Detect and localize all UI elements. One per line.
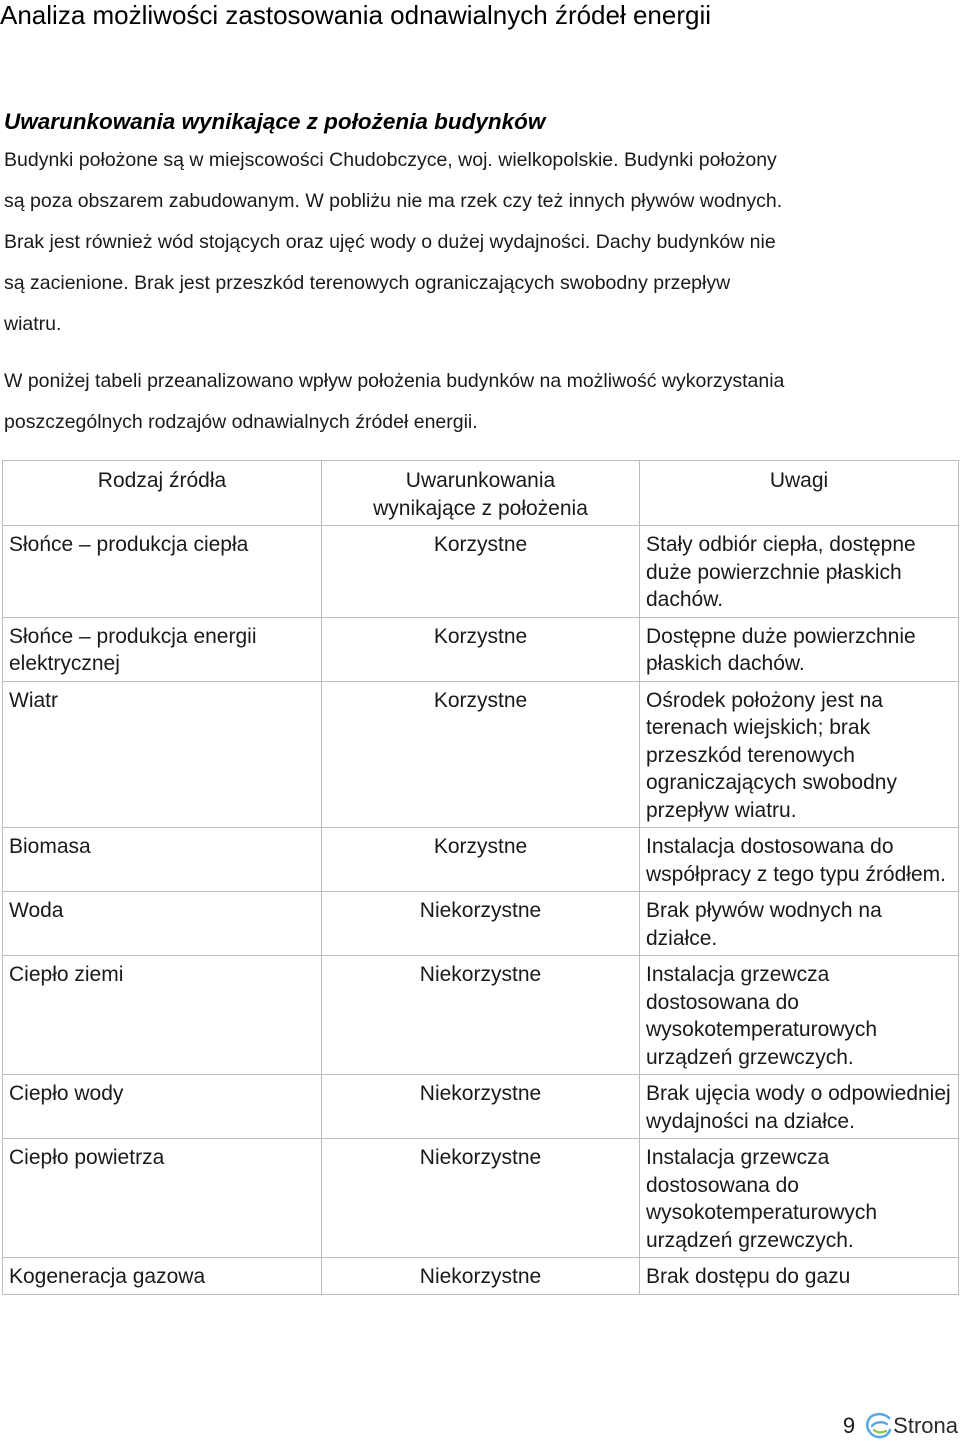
header-conditions-line2: wynikające z położenia (373, 496, 588, 520)
cell-remarks: Brak pływów wodnych na działce. (640, 892, 959, 956)
table-row (3, 956, 959, 1075)
paragraph-line: poszczególnych rodzajów odnawialnych źródeł energii. (4, 411, 478, 433)
table-row (3, 828, 959, 892)
cell-remarks: Stały odbiór ciepła, dostępne duże powierzchnie płaskich dachów. (640, 526, 959, 618)
cell-source: Biomasa (3, 828, 322, 892)
cell-status: Niekorzystne (322, 1139, 640, 1258)
page-footer (843, 1410, 958, 1442)
table-row (3, 526, 959, 618)
logo-text: Strona (893, 1413, 958, 1438)
table-row (3, 1139, 959, 1258)
table-row (3, 1075, 959, 1139)
table-intro-paragraph (4, 361, 956, 443)
header-conditions (322, 461, 640, 526)
cell-source: Ciepło powietrza (3, 1139, 322, 1258)
cell-status: Niekorzystne (322, 892, 640, 956)
header-remarks: Uwagi (640, 461, 959, 526)
cell-remarks: Instalacja grzewcza dostosowana do wysokotemperaturowych urządzeń grzewczych. (640, 956, 959, 1075)
paragraph-line: Brak jest również wód stojących oraz ujęć wody o dużej wydajności. Dachy budynków nie (4, 231, 776, 253)
cell-status: Korzystne (322, 526, 640, 618)
header-source: Rodzaj źródła (3, 461, 322, 526)
cell-source: Wiatr (3, 681, 322, 828)
swirl-e-logo-icon (863, 1411, 893, 1441)
table-row (3, 617, 959, 681)
cell-remarks: Ośrodek położony jest na terenach wiejskich; brak przeszkód terenowych ograniczających swobodny przepływ wiatru. (640, 681, 959, 828)
cell-status: Korzystne (322, 828, 640, 892)
energy-sources-table (2, 460, 959, 1295)
cell-source: Ciepło ziemi (3, 956, 322, 1075)
cell-remarks: Dostępne duże powierzchnie płaskich dachów. (640, 617, 959, 681)
cell-source: Słońce – produkcja energii elektrycznej (3, 617, 322, 681)
paragraph-line: W poniżej tabeli przeanalizowano wpływ położenia budynków na możliwość wykorzystania (4, 370, 785, 392)
paragraph-line: są zacienione. Brak jest przeszkód terenowych ograniczających swobodny przepływ (4, 272, 731, 294)
cell-remarks: Instalacja grzewcza dostosowana do wysokotemperaturowych urządzeń grzewczych. (640, 1139, 959, 1258)
cell-status: Korzystne (322, 617, 640, 681)
cell-remarks: Brak ujęcia wody o odpowiedniej wydajności na działce. (640, 1075, 959, 1139)
table-row (3, 892, 959, 956)
cell-source: Woda (3, 892, 322, 956)
document-title: Analiza możliwości zastosowania odnawialnych źródeł energii (0, 0, 712, 30)
paragraph-line: Budynki położone są w miejscowości Chudobczyce, woj. wielkopolskie. Budynki położony (4, 149, 777, 171)
cell-status: Niekorzystne (322, 1258, 640, 1295)
paragraph-line: są poza obszarem zabudowanym. W pobliżu nie ma rzek czy też innych pływów wodnych. (4, 190, 783, 212)
cell-status: Korzystne (322, 681, 640, 828)
cell-remarks: Brak dostępu do gazu (640, 1258, 959, 1295)
cell-source: Słońce – produkcja ciepła (3, 526, 322, 618)
cell-remarks: Instalacja dostosowana do współpracy z tego typu źródłem. (640, 828, 959, 892)
paragraph-line: wiatru. (4, 313, 62, 335)
cell-status: Niekorzystne (322, 1075, 640, 1139)
page-number: 9 (842, 1413, 856, 1438)
cell-source: Kogeneracja gazowa (3, 1258, 322, 1295)
section-title: Uwarunkowania wynikające z położenia budynków (4, 109, 546, 134)
header-conditions-line1: Uwarunkowania (405, 469, 556, 492)
cell-source: Ciepło wody (3, 1075, 322, 1139)
table-header-row (3, 461, 959, 526)
table-row (3, 1258, 959, 1295)
intro-paragraph (4, 140, 956, 345)
cell-status: Niekorzystne (322, 956, 640, 1075)
table-row (3, 681, 959, 828)
